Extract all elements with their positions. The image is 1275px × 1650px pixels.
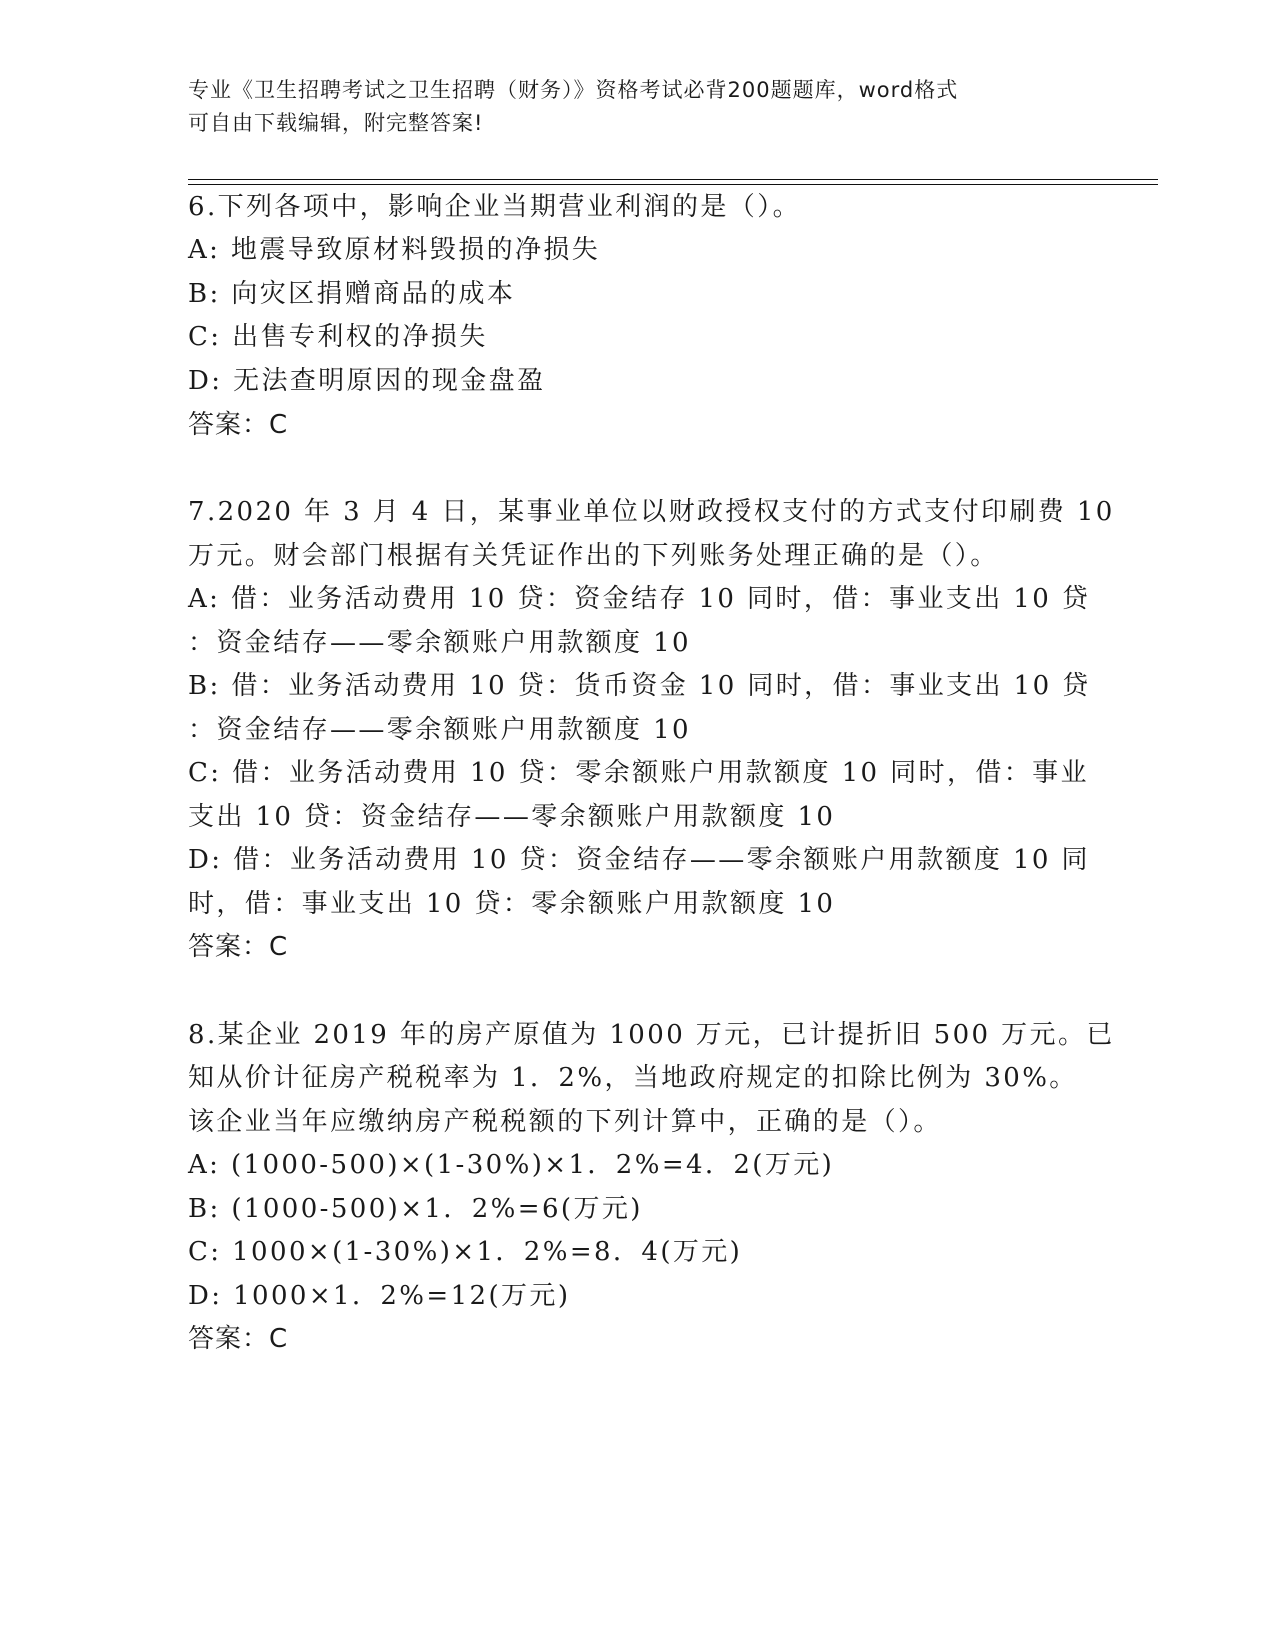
question-7-option-b-line-1: B: 借：业务活动费用 10 贷：货币资金 10 同时，借：事业支出 10 贷 xyxy=(188,671,1091,701)
question-7-option-a-line-1: A: 借：业务活动费用 10 贷：资金结存 10 同时，借：事业支出 10 贷 xyxy=(188,584,1091,614)
header-divider-bottom xyxy=(188,184,1158,185)
question-6-option-a: A: 地震导致原材料毁损的净损失 xyxy=(188,235,601,265)
document-header xyxy=(188,74,1068,140)
question-7-option-a-line-2: ：资金结存——零余额账户用款额度 10 xyxy=(188,628,691,658)
question-8-stem-line-3: 该企业当年应缴纳房产税税额的下列计算中，正确的是（）。 xyxy=(188,1107,942,1137)
question-7-option-d-line-2: 时，借：事业支出 10 贷：零余额账户用款额度 10 xyxy=(188,889,836,919)
question-8-option-a: A: (1000-500)×(1-30%)×1．2%=4．2(万元) xyxy=(188,1150,835,1180)
question-6-stem: 6.下列各项中，影响企业当期营业利润的是（）。 xyxy=(188,192,802,222)
question-8-option-d: D: 1000×1．2%=12(万元) xyxy=(188,1281,571,1311)
question-6-answer: 答案：C xyxy=(188,410,289,440)
question-6-option-d: D: 无法查明原因的现金盘盈 xyxy=(188,366,546,396)
header-line-2: 可自由下载编辑，附完整答案! xyxy=(188,111,484,135)
question-7-option-c-line-2: 支出 10 贷：资金结存——零余额账户用款额度 10 xyxy=(188,802,836,832)
question-8-option-c: C: 1000×(1-30%)×1．2%=8．4(万元) xyxy=(188,1237,743,1267)
question-7-stem-line-2: 万元。财会部门根据有关凭证作出的下列账务处理正确的是（）。 xyxy=(188,541,999,571)
question-7-option-c-line-1: C: 借：业务活动费用 10 贷：零余额账户用款额度 10 同时，借：事业 xyxy=(188,758,1089,788)
question-7-option-d-line-1: D: 借：业务活动费用 10 贷：资金结存——零余额账户用款额度 10 同 xyxy=(188,845,1090,875)
question-8-stem-line-1: 8.某企业 2019 年的房产原值为 1000 万元，已计提折旧 500 万元。已 xyxy=(188,1020,1115,1050)
question-7-answer: 答案：C xyxy=(188,932,289,962)
question-7-option-b-line-2: ：资金结存——零余额账户用款额度 10 xyxy=(188,715,691,745)
question-8-stem-line-2: 知从价计征房产税税率为 1．2%，当地政府规定的扣除比例为 30%。 xyxy=(188,1063,1078,1093)
header-divider-top xyxy=(188,179,1158,180)
question-7-stem-line-1: 7.2020 年 3 月 4 日，某事业单位以财政授权支付的方式支付印刷费 10 xyxy=(188,497,1115,527)
question-6-option-b: B: 向灾区捐赠商品的成本 xyxy=(188,279,516,309)
question-6-option-c: C: 出售专利权的净损失 xyxy=(188,322,488,352)
header-line-1: 专业《卫生招聘考试之卫生招聘（财务）》资格考试必背200题题库，word格式 xyxy=(188,78,959,102)
question-8-option-b: B: (1000-500)×1．2%=6(万元) xyxy=(188,1194,643,1224)
question-8-answer: 答案：C xyxy=(188,1324,289,1354)
